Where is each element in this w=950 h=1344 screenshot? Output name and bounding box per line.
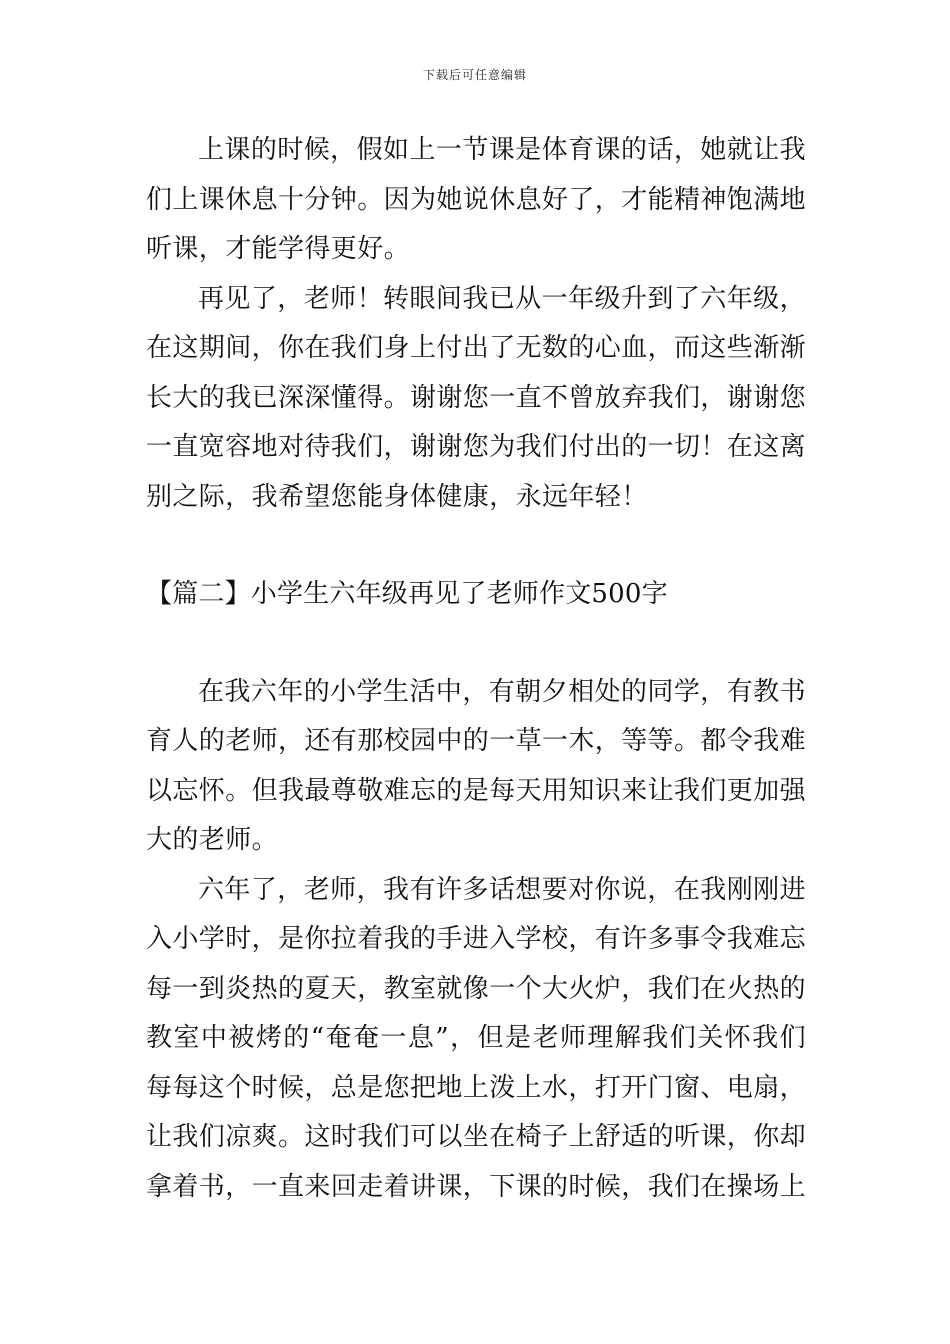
paragraph-4: 六年了，老师，我有许多话想要对你说，在我刚刚进入小学时，是你拉着我的手进入学校，有许多事令我难忘每一到炎热的夏天，教室就像一个大火炉，我们在火热的教室中被烤的“奄奄一息”，但是老师理解我们关怀我们每每这个时候，总是您把地上泼上水，打开门窗、电扇，让我们凉爽。这时我们可以坐在椅子上舒适的听课，你却拿着书，一直来回走着讲课，下课的时候，我们在操场上 [146, 874, 807, 1202]
spacer [146, 620, 806, 668]
paragraph-2: 再见了，老师！转眼间我已从一年级升到了六年级，在这期间，你在我们身上付出了无数的心血，而这些渐渐长大的我已深深懂得。谢谢您一直不曾放弃我们，谢谢您一直宽容地对待我们，谢谢您为我们付出的一切！在这离别之际，我希望您能身体健康，永远年轻！ [146, 283, 807, 512]
section-title: 【篇二】小学生六年级再见了老师作文500字 [146, 579, 668, 609]
spacer [146, 522, 806, 570]
paragraph-1: 上课的时候，假如上一节课是体育课的话，她就让我们上课休息十分钟。因为她说休息好了，才能精神饱满地听课，才能学得更好。 [146, 135, 807, 264]
document-body [146, 126, 806, 1212]
paragraph-3: 在我六年的小学生活中，有朝夕相处的同学，有教书育人的老师，还有那校园中的一草一木，等等。都令我难以忘怀。但我最尊敬难忘的是每天用知识来让我们更加强大的老师。 [146, 676, 807, 855]
header-note: 下载后可任意编辑 [422, 68, 527, 82]
